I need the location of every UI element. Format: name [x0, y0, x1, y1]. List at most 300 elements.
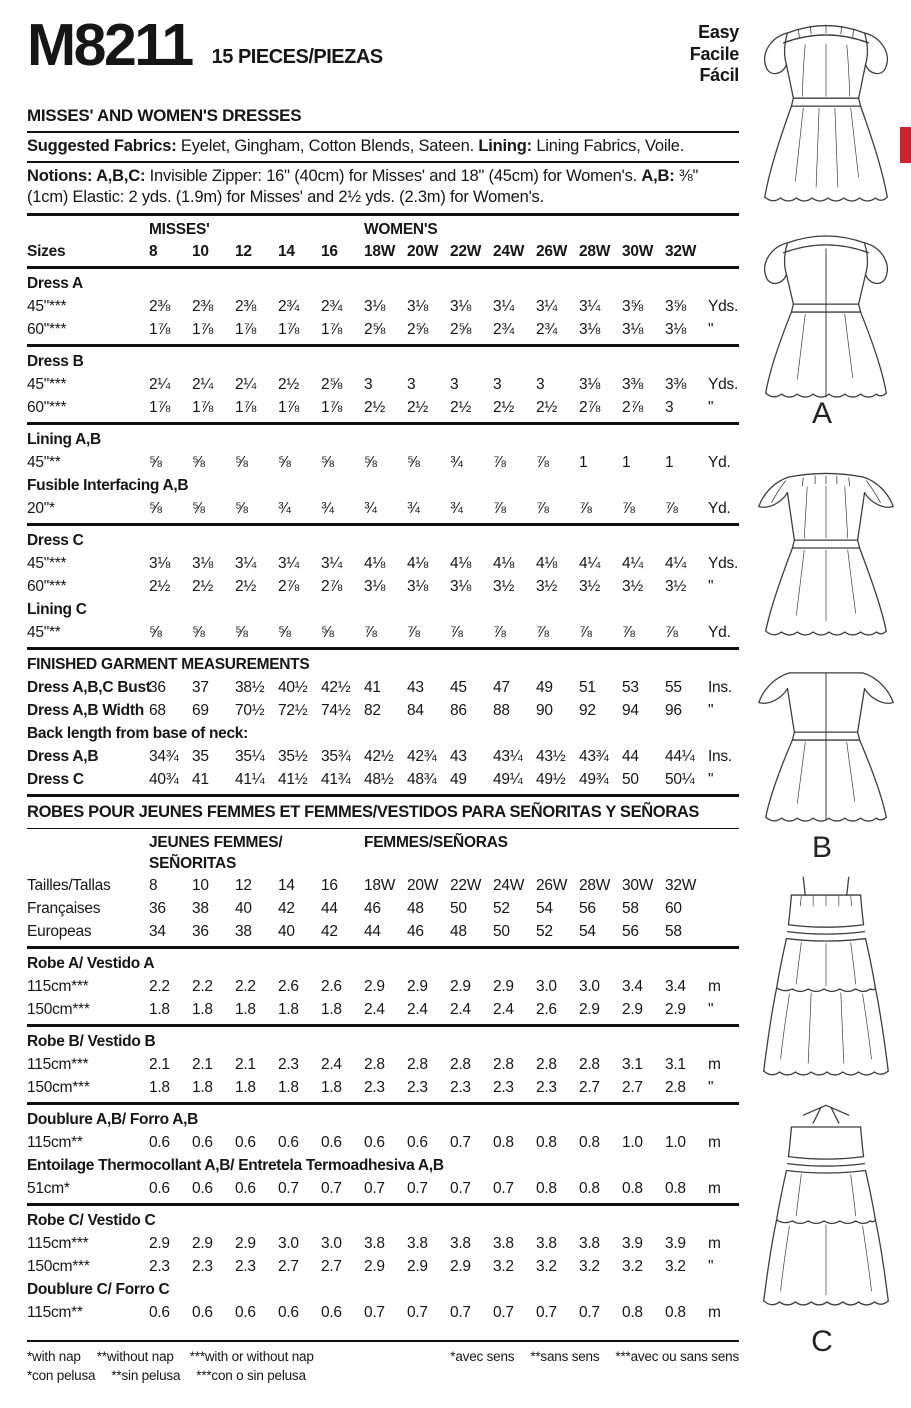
cell: ⅝ [149, 453, 162, 471]
cell: 1⅞ [321, 398, 343, 416]
cell: 1⅞ [321, 320, 343, 338]
cell: 3¼ [579, 297, 601, 315]
cell: 44¼ [665, 747, 695, 765]
cell: 2.4 [407, 1001, 428, 1019]
cell: 12 [235, 242, 252, 260]
cell: ⅝ [321, 453, 334, 471]
unit-cell: Yds. [708, 375, 739, 393]
cell: 40½ [278, 678, 308, 696]
cell: 43 [450, 747, 467, 765]
cell: 26W [536, 877, 568, 895]
footnotes-line-1 [27, 1347, 739, 1366]
edge-index-tab [900, 127, 911, 163]
section-heading: Lining C [27, 600, 87, 618]
cell: 1⅞ [235, 398, 257, 416]
cell: 0.8 [665, 1180, 686, 1198]
cell: 2⅝ [407, 320, 429, 338]
section-heading: Robe A/ Vestido A [27, 955, 155, 973]
cell: 2¾ [536, 320, 558, 338]
cell: 0.8 [536, 1180, 557, 1198]
row-label: Europeas [27, 923, 92, 941]
cell: 74½ [321, 701, 351, 719]
cell: 3.8 [407, 1235, 428, 1253]
cell: 3⅛ [192, 554, 214, 572]
size-group-row [27, 219, 739, 240]
table-row [27, 552, 739, 575]
cell: 42¾ [407, 747, 437, 765]
dress-c-front-illustration [742, 872, 910, 1098]
unit-cell: Yd. [708, 623, 731, 641]
dress-b-front-illustration [742, 452, 910, 650]
cell: 35½ [278, 747, 308, 765]
cell: 3 [364, 375, 373, 393]
cell: 50 [450, 900, 467, 918]
cell: 3.0 [278, 1235, 299, 1253]
cell: 0.6 [407, 1134, 428, 1152]
cell: 0.6 [149, 1134, 170, 1152]
row-label: 45"** [27, 453, 61, 471]
cell: 3⅛ [149, 554, 171, 572]
cell: 0.6 [235, 1180, 256, 1198]
section-heading: Back length from base of neck: [27, 724, 248, 742]
cell: 4⅛ [493, 554, 515, 572]
cell: 1.0 [665, 1134, 686, 1152]
dress-c-back-illustration [742, 1098, 910, 1328]
table-row [27, 874, 739, 897]
section-heading: Dress C [27, 531, 84, 549]
cell: 2.8 [579, 1056, 600, 1074]
cell: 1.8 [149, 1001, 170, 1019]
fabrics-segment: Lining Fabrics, Voile. [536, 136, 685, 155]
page-title: MISSES' AND WOMEN'S DRESSES [27, 106, 302, 125]
divider [27, 1102, 739, 1105]
masthead-left [27, 14, 383, 76]
footnote: ***avec ou sans sens [615, 1349, 739, 1365]
cell: 30W [622, 242, 654, 260]
cell: 0.8 [536, 1134, 557, 1152]
cell: 2.2 [235, 978, 256, 996]
size-group-label: MISSES' [149, 220, 210, 238]
cell: 2.3 [407, 1079, 428, 1097]
cell: 38 [192, 900, 209, 918]
cell: 3.2 [536, 1258, 557, 1276]
cell: 40 [278, 923, 295, 941]
cell: 3⅝ [665, 297, 687, 315]
cell: 2.9 [235, 1235, 256, 1253]
table-row [27, 1232, 739, 1255]
divider [27, 213, 739, 216]
table-row [27, 1301, 739, 1324]
cell: ⅞ [493, 499, 506, 517]
unit-cell: Yd. [708, 499, 731, 517]
cell: 2⅝ [450, 320, 472, 338]
cell: 2.9 [364, 1258, 385, 1276]
row-label: 45"*** [27, 375, 67, 393]
cell: ⅞ [579, 499, 592, 517]
cell: 2.8 [364, 1056, 385, 1074]
cell: 0.6 [235, 1304, 256, 1322]
cell: 1⅞ [149, 320, 171, 338]
cell: 2¾ [493, 320, 515, 338]
divider [27, 161, 739, 163]
cell: 3⅛ [622, 320, 644, 338]
french-section-title: ROBES POUR JEUNES FEMMES ET FEMMES/VESTIDOS PARA SEÑORITAS Y SEÑORAS [27, 802, 700, 821]
garment-illustrations [742, 0, 910, 1408]
cell: 0.7 [536, 1304, 557, 1322]
cell: 3.2 [622, 1258, 643, 1276]
cell: 48¾ [407, 770, 437, 788]
dress-b-back-illustration [742, 652, 910, 836]
cell: 2.6 [278, 978, 299, 996]
fabrics-segment: Suggested Fabrics: [27, 136, 181, 155]
cell: 2.9 [407, 1258, 428, 1276]
cell: 3¼ [493, 297, 515, 315]
notions-segment: ⅜" (1cm) Elastic: 2 yds. (1.9m) for Misses' and 2½ yds. (2.3m) for Women's. [27, 166, 699, 207]
row-label: Dress A,B Width [27, 701, 144, 719]
group-line-2: SEÑORITAS [149, 855, 237, 873]
cell: 2.3 [192, 1258, 213, 1276]
table-row [27, 1131, 739, 1154]
cell: 70½ [235, 701, 265, 719]
cell: 24W [493, 242, 525, 260]
cell: 49½ [536, 770, 566, 788]
cell: 37 [192, 678, 209, 696]
cell: 1.8 [321, 1079, 342, 1097]
yardage-table [27, 219, 739, 1325]
row-label: Sizes [27, 242, 66, 260]
cell: 10 [192, 877, 209, 895]
cell: 42½ [364, 747, 394, 765]
cell: ⅝ [149, 623, 162, 641]
cell: 3⅛ [364, 577, 386, 595]
cell: 41½ [278, 770, 308, 788]
cell: 49 [536, 678, 553, 696]
unit-cell: Ins. [708, 678, 732, 696]
row-label: Dress C [27, 770, 84, 788]
cell: 2.6 [321, 978, 342, 996]
cell: 3⅛ [450, 297, 472, 315]
cell: 88 [493, 701, 510, 719]
cell: 34 [149, 923, 166, 941]
cell: 54 [536, 900, 553, 918]
cell: 1.8 [192, 1079, 213, 1097]
cell: 16 [321, 242, 338, 260]
row-label: 51cm* [27, 1180, 70, 1198]
cell: 2½ [493, 398, 515, 416]
cell: 3.4 [665, 978, 686, 996]
table-row [27, 373, 739, 396]
cell: 2.2 [192, 978, 213, 996]
cell: 32W [665, 877, 697, 895]
difficulty-rating [690, 14, 739, 87]
cell: 52 [536, 923, 553, 941]
cell: 3.9 [622, 1235, 643, 1253]
cell: 1⅞ [235, 320, 257, 338]
cell: 2⅝ [364, 320, 386, 338]
cell: 34¾ [149, 747, 179, 765]
cell: 60 [665, 900, 682, 918]
difficulty-fr: Facile [689, 43, 739, 64]
unit-cell: " [708, 398, 714, 416]
cell: 2.8 [407, 1056, 428, 1074]
cell: 2⅞ [278, 577, 300, 595]
cell: 2⅜ [235, 297, 257, 315]
cell: 2.9 [493, 978, 514, 996]
divider [27, 1203, 739, 1206]
cell: 3⅛ [665, 320, 687, 338]
cell: 2⅞ [622, 398, 644, 416]
cell: 94 [622, 701, 639, 719]
cell: 1⅞ [192, 320, 214, 338]
dress-c-label: C [811, 1325, 833, 1358]
row-label: Tailles/Tallas [27, 877, 111, 895]
row-label: 115cm*** [27, 1056, 89, 1074]
cell: 46 [364, 900, 381, 918]
section-heading: Dress B [27, 352, 84, 370]
pieces-count: 15 PIECES/PIEZAS [211, 46, 383, 68]
cell: 3.2 [665, 1258, 686, 1276]
dress-a-back-illustration [742, 224, 910, 412]
cell: 0.6 [278, 1304, 299, 1322]
cell: 2½ [407, 398, 429, 416]
notions-segment: Invisible Zipper: 16" (40cm) for Misses' and 18" (45cm) for Women's. [149, 166, 642, 185]
table-row [27, 396, 739, 419]
cell: 58 [622, 900, 639, 918]
cell: 38½ [235, 678, 265, 696]
cell: 96 [665, 701, 682, 719]
cell: 0.7 [364, 1304, 385, 1322]
cell: 68 [149, 701, 166, 719]
footnotes [27, 1347, 739, 1385]
dress-b-label: B [811, 831, 832, 864]
cell: 56 [579, 900, 596, 918]
cell: 0.6 [192, 1304, 213, 1322]
cell: 53 [622, 678, 639, 696]
cell: 2.7 [622, 1079, 643, 1097]
footnotes-english [27, 1347, 330, 1366]
footnote: ***with or without nap [189, 1349, 314, 1365]
cell: 3.8 [493, 1235, 514, 1253]
cell: 12 [235, 877, 252, 895]
cell: 3⅝ [622, 297, 644, 315]
cell: 0.7 [278, 1180, 299, 1198]
section-heading: Fusible Interfacing A,B [27, 476, 189, 494]
cell: 41¾ [321, 770, 351, 788]
footnote: *avec sens [450, 1349, 515, 1365]
section-heading: Lining A,B [27, 430, 101, 448]
cell: 10 [192, 242, 209, 260]
difficulty-es: Fácil [699, 65, 739, 85]
row-label: 115cm** [27, 1134, 83, 1152]
size-group-label: WOMEN'S [364, 220, 438, 238]
cell: 0.6 [149, 1304, 170, 1322]
cell: ⅝ [278, 453, 291, 471]
cell: ⅝ [149, 499, 162, 517]
cell: 46 [407, 923, 424, 941]
footnotes-french [434, 1347, 739, 1366]
section-heading: FINISHED GARMENT MEASUREMENTS [27, 655, 310, 673]
cell: 4¼ [665, 554, 687, 572]
cell: 4¼ [579, 554, 601, 572]
cell: 0.7 [579, 1304, 600, 1322]
cell: 3⅜ [622, 375, 644, 393]
cell: 28W [579, 242, 611, 260]
footnote: **without nap [96, 1349, 174, 1365]
table-row [27, 745, 739, 768]
unit-cell: " [708, 1258, 714, 1276]
cell: 1⅞ [278, 398, 300, 416]
cell: 2¼ [235, 375, 257, 393]
size-group-row [27, 832, 739, 874]
cell: 3½ [622, 577, 644, 595]
cell: 47 [493, 678, 510, 696]
section-heading: Doublure C/ Forro C [27, 1281, 170, 1299]
cell: 3.4 [622, 978, 643, 996]
unit-cell: m [708, 1304, 721, 1322]
cell: 3½ [665, 577, 687, 595]
cell: ⅝ [192, 453, 205, 471]
cell: 2.8 [450, 1056, 471, 1074]
cell: 3 [407, 375, 416, 393]
cell: ⅞ [493, 623, 506, 641]
cell: 3.8 [536, 1235, 557, 1253]
divider [27, 523, 739, 526]
cell: 2¼ [192, 375, 214, 393]
cell: 2½ [450, 398, 472, 416]
sizes-header-row [27, 240, 739, 263]
unit-cell: Ins. [708, 747, 732, 765]
notions-segment: A,B: [641, 166, 679, 185]
cell: 2.8 [665, 1079, 686, 1097]
cell: ⅞ [622, 499, 635, 517]
cell: 3.1 [622, 1056, 643, 1074]
cell: 2⅜ [149, 297, 171, 315]
cell: 0.7 [493, 1180, 514, 1198]
cell: ⅞ [536, 499, 549, 517]
cell: 36 [149, 900, 166, 918]
cell: ⅝ [407, 453, 420, 471]
cell: 0.7 [450, 1304, 471, 1322]
cell: 1⅞ [149, 398, 171, 416]
cell: 2.1 [235, 1056, 256, 1074]
cell: 48½ [364, 770, 394, 788]
cell: 3 [536, 375, 545, 393]
cell: ⅞ [364, 623, 377, 641]
row-label: 150cm*** [27, 1079, 90, 1097]
cell: 2.9 [450, 1258, 471, 1276]
cell: 26W [536, 242, 568, 260]
envelope-back-content [27, 0, 739, 1385]
cell: 69 [192, 701, 209, 719]
cell: 51 [579, 678, 596, 696]
cell: 2¼ [149, 375, 171, 393]
cell: 36 [149, 678, 166, 696]
divider [27, 647, 739, 650]
cell: 4⅛ [450, 554, 472, 572]
cell: 3½ [493, 577, 515, 595]
cell: 49¼ [493, 770, 523, 788]
cell: 3 [450, 375, 459, 393]
table-row [27, 676, 739, 699]
cell: 2.4 [321, 1056, 342, 1074]
row-label: 20"* [27, 499, 55, 517]
cell: 0.8 [622, 1304, 643, 1322]
cell: 50 [493, 923, 510, 941]
cell: 3¼ [235, 554, 257, 572]
row-label: 45"*** [27, 297, 67, 315]
cell: 0.6 [278, 1134, 299, 1152]
cell: 35¼ [235, 747, 265, 765]
cell: 2.3 [493, 1079, 514, 1097]
cell: 82 [364, 701, 381, 719]
cell: 1 [665, 453, 674, 471]
cell: 1.8 [278, 1001, 299, 1019]
cell: ⅞ [622, 623, 635, 641]
footnotes-spanish [27, 1366, 739, 1385]
cell: 41 [192, 770, 209, 788]
row-label: 115cm*** [27, 1235, 89, 1253]
unit-cell: m [708, 1134, 721, 1152]
cell: 0.8 [665, 1304, 686, 1322]
row-label: 115cm*** [27, 978, 89, 996]
cell: ⅞ [579, 623, 592, 641]
table-row [27, 975, 739, 998]
section-heading: Dress A [27, 274, 83, 292]
cell: 24W [493, 877, 525, 895]
cell: 2.6 [536, 1001, 557, 1019]
cell: 41¼ [235, 770, 265, 788]
cell: ⅝ [235, 499, 248, 517]
row-label: Françaises [27, 900, 101, 918]
cell: 43¼ [493, 747, 523, 765]
cell: 3.0 [579, 978, 600, 996]
cell: 2.9 [192, 1235, 213, 1253]
cell: 3½ [536, 577, 558, 595]
table-row [27, 768, 739, 791]
cell: 30W [622, 877, 654, 895]
cell: 0.8 [579, 1180, 600, 1198]
cell: ⅝ [278, 623, 291, 641]
row-label: 60"*** [27, 398, 67, 416]
cell: 0.7 [450, 1180, 471, 1198]
section-heading: Doublure A,B/ Forro A,B [27, 1111, 199, 1129]
table-row [27, 998, 739, 1021]
cell: 20W [407, 242, 439, 260]
cell: 0.6 [321, 1304, 342, 1322]
cell: 2.4 [364, 1001, 385, 1019]
cell: 2.9 [407, 978, 428, 996]
cell: 2⅞ [579, 398, 601, 416]
unit-cell: Yd. [708, 453, 731, 471]
cell: ¾ [364, 499, 377, 517]
cell: 4¼ [622, 554, 644, 572]
difficulty-en: Easy [698, 22, 739, 42]
cell: 1.8 [321, 1001, 342, 1019]
cell: 28W [579, 877, 611, 895]
cell: 44 [364, 923, 381, 941]
cell: 2.2 [149, 978, 170, 996]
cell: 2.7 [321, 1258, 342, 1276]
cell: 0.8 [622, 1180, 643, 1198]
unit-cell: m [708, 978, 721, 996]
cell: 42 [321, 923, 338, 941]
cell: 2.3 [278, 1056, 299, 1074]
table-row [27, 1076, 739, 1099]
cell: 3⅛ [407, 297, 429, 315]
cell: 0.8 [579, 1134, 600, 1152]
cell: 3⅛ [450, 577, 472, 595]
cell: 2.3 [235, 1258, 256, 1276]
